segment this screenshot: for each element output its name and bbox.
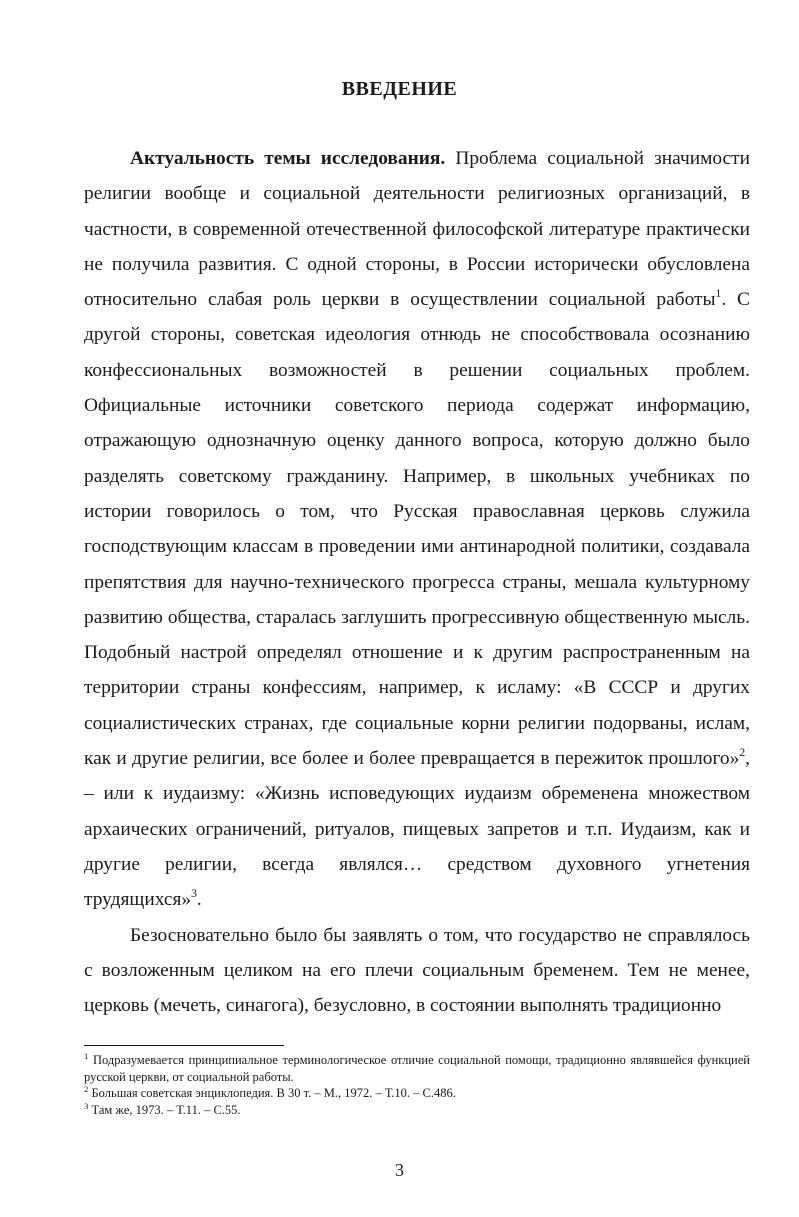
footnote-text: Там же, 1973. – Т.11. – С.55.	[88, 1102, 241, 1117]
relevance-heading: Актуальность темы исследования.	[130, 148, 446, 169]
footnote-number: 3	[84, 1100, 89, 1111]
paragraph-text: .	[196, 889, 202, 911]
paragraph-relevance	[84, 141, 750, 918]
footnote-ref-2: 2	[739, 745, 746, 759]
footnote-item	[84, 1102, 750, 1119]
paragraph-text: , – или к иудаизму: «Жизнь исповедующих иудаизм обременена множеством архаических ограничений, ритуалов, пищевых запретов и т.п. Иудаизм, как и другие религии, всегда являлся… средством духовного угнетения трудящихся»	[84, 748, 750, 911]
footnote-ref-3: 3	[191, 887, 197, 901]
footnote-text: Большая советская энциклопедия. В 30 т. – М., 1972. – Т.10. – С.486.	[88, 1086, 456, 1100]
footnotes	[84, 1052, 750, 1118]
footnote-number: 2	[84, 1084, 89, 1095]
footnote-divider	[84, 1045, 284, 1046]
paragraph-text: Проблема социальной значимости религии вообще и социальной деятельности религиозных организаций, в частности, в современной отечественной философской литературе практически не получила развития. С одной стороны, в России исторически обусловлена относительно слабая роль церкви в осуществлении социальной работы	[84, 148, 751, 311]
paragraph-text: . С другой стороны, советская идеология отнюдь не способствовала осознанию конфессиональных возможностей в решении социальных проблем. Официальные источники советского периода содержат информацию, отражающую однозначную оценку данного вопроса, которую должно было разделять советскому гражданину. Например, в школьных учебниках по истории говорилось о том, что Русская православная церковь служила господствующим классам в проведении ими антинародной политики, создавала препятствия для научно-технического прогресса страны, мешала культурному развитию общества, старалась заглушить прогрессивную общественную мысль. Подобный настрой определял отношение и к другим распространенным на территории страны конфессиям, например, к исламу: «В СССР и других социалистических странах, где социальные корни религии подорваны, ислам, как и другие религии, все более и более превращается в пережиток прошлого»	[84, 289, 750, 770]
body-text	[84, 141, 750, 1023]
paragraph-state: Безосновательно было бы заявлять о том, что государство не справлялось с возложенным целиком на его плечи социальным бременем. Тем не менее, церковь (мечеть, синагога), безусловно, в состоянии выполнять традиционно	[84, 924, 750, 1017]
footnote-ref-1: 1	[715, 287, 722, 301]
page-title: ВВЕДЕНИЕ	[341, 78, 458, 100]
footnote-text: Подразумевается принципиальное терминологическое отличие социальной помощи, традиционно являвшейся функцией русской церкви, от социальной работы.	[84, 1053, 750, 1084]
footnote-item	[84, 1052, 750, 1085]
footnote-number: 1	[84, 1051, 89, 1062]
footnote-item	[84, 1085, 750, 1102]
page-number: 3	[395, 1160, 404, 1180]
